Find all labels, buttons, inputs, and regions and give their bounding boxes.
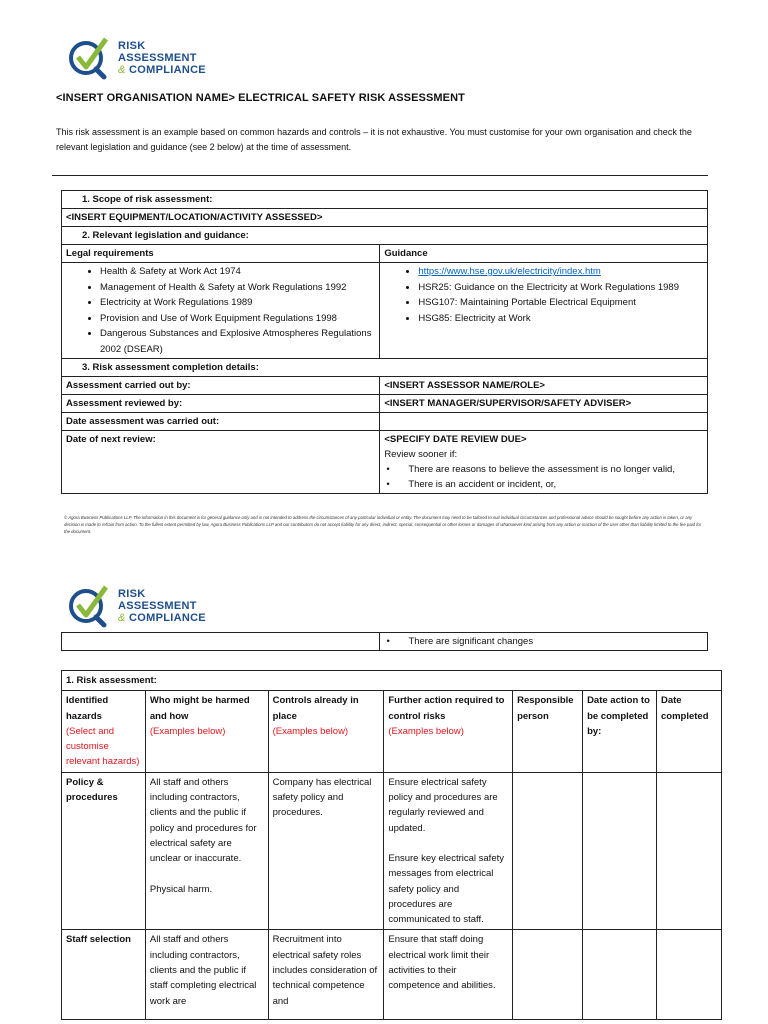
col-controls: Controls already in place (Examples below) [268, 691, 384, 772]
responsible-cell [513, 930, 583, 1020]
bullet: • [386, 636, 390, 647]
date-completed-cell [656, 930, 721, 1020]
bullet: • [386, 479, 390, 490]
company-logo [66, 583, 206, 629]
guidance-list [384, 264, 703, 326]
guidance-list-cell [380, 263, 708, 359]
reviewed-value: <INSERT MANAGER/SUPERVISOR/SAFETY ADVISER> [380, 395, 708, 413]
hazard-cell: Staff selection [62, 930, 146, 1020]
assessment-heading: 1. Risk assessment: [62, 671, 722, 691]
section3-heading: 3. Risk assessment completion details: [62, 359, 708, 377]
col-further: Further action required to control risks (Examples below) [384, 691, 513, 772]
document-title: <INSERT ORGANISATION NAME> ELECTRICAL SAFETY RISK ASSESSMENT [56, 92, 465, 104]
legal-list [66, 264, 375, 357]
further-cell: Ensure that staff doing electrical work limit their activities to their competence and abilities. [384, 930, 513, 1020]
carried-out-label: Assessment carried out by: [62, 377, 380, 395]
who-cell: All staff and others including contractors, clients and the public if staff completing electrical work are [145, 930, 268, 1020]
reviewed-label: Assessment reviewed by: [62, 395, 380, 413]
review-point: • There are reasons to believe the assessment is no longer valid, [386, 464, 675, 475]
risk-assessment-table [61, 670, 722, 1020]
col-who: Who might be harmed and how (Examples below) [145, 691, 268, 772]
date-carried-out-value [380, 413, 708, 431]
legal-item: • Electricity at Work Regulations 1989 [100, 295, 375, 311]
date-action-cell [583, 930, 657, 1020]
checkmark-logo-icon [66, 35, 116, 81]
col-hazards: Identified hazards (Select and customise relevant hazards) [62, 691, 146, 772]
table-row [62, 930, 722, 1020]
empty-cell [62, 633, 380, 651]
responsible-cell [513, 772, 583, 930]
legal-item: • Health & Safety at Work Act 1974 [100, 264, 375, 280]
date-completed-cell [656, 772, 721, 930]
review-sooner-label: Review sooner if: [384, 449, 458, 460]
scope-value: <INSERT EQUIPMENT/LOCATION/ACTIVITY ASSESSED> [62, 209, 708, 227]
bullet: • [386, 464, 390, 475]
review-point-cell [380, 633, 708, 651]
legal-list-cell [62, 263, 380, 359]
controls-cell: Company has electrical safety policy and procedures. [268, 772, 384, 930]
next-review-cell [380, 431, 708, 494]
col-date-action: Date action to be completed by: [583, 691, 657, 772]
controls-cell: Recruitment into electrical safety roles includes consideration of technical competence and [268, 930, 384, 1020]
checkmark-logo-icon [66, 583, 116, 629]
hazard-cell: Policy & procedures [62, 772, 146, 930]
legal-item: • Provision and Use of Work Equipment Regulations 1998 [100, 311, 375, 327]
next-review-value: <SPECIFY DATE REVIEW DUE> [384, 434, 527, 445]
logo-text: RISK ASSESSMENT & COMPLIANCE [118, 588, 206, 624]
guidance-item: • HSR25: Guidance on the Electricity at Work Regulations 1989 [418, 280, 703, 296]
details-table [61, 190, 708, 494]
date-action-cell [583, 772, 657, 930]
who-cell: All staff and others including contractors, clients and the public if policy and procedures for electrical safety are unclear or inaccurate. Physical harm. [145, 772, 268, 930]
logo-text: RISK ASSESSMENT & COMPLIANCE [118, 40, 206, 76]
continuation-table [61, 632, 708, 651]
review-point: • There are significant changes [386, 636, 534, 647]
further-cell: Ensure electrical safety policy and procedures are regularly reviewed and updated. Ensure key electrical safety messages from electrical safety policy and procedures are communicated to staff. [384, 772, 513, 930]
section1-heading: 1. Scope of risk assessment: [62, 191, 708, 209]
legal-label: Legal requirements [62, 245, 380, 263]
guidance-item [418, 264, 703, 280]
col-date-completed: Date completed [656, 691, 721, 772]
legal-item: • Management of Health & Safety at Work Regulations 1992 [100, 280, 375, 296]
disclaimer: © Agora Business Publications LLP. The information in this document is for general guidance only and is not intended to address the circumstances of any particular individual or entity. The document may need to be tailored to suit individual circumstances and professional advice should be sought before any action is taken, or any decision is made to refrain from action. To the fullest extent permitted by law, Agora Business Publications LLP and our contributors do not accept liability for any direct, indirect, special, consequential or other losses or damages of whatsoever kind arising from any action or inaction of the user other than liability limited to the fee paid for the document. [64, 515, 702, 534]
guidance-label: Guidance [380, 245, 708, 263]
date-carried-out-label: Date assessment was carried out: [62, 413, 380, 431]
carried-out-value: <INSERT ASSESSOR NAME/ROLE> [380, 377, 708, 395]
review-point: • There is an accident or incident, or, [386, 479, 557, 490]
intro-paragraph: This risk assessment is an example based on common hazards and controls – it is not exhaustive. You must customise for your own organisation and check the relevant legislation and guidance (see 2 below) at the time of assessment. [56, 127, 692, 152]
guidance-item: • HSG85: Electricity at Work [418, 311, 703, 327]
company-logo [66, 35, 206, 81]
guidance-item: • HSG107: Maintaining Portable Electrical Equipment [418, 295, 703, 311]
legal-item: • Dangerous Substances and Explosive Atmospheres Regulations 2002 (DSEAR) [100, 326, 375, 357]
next-review-label: Date of next review: [62, 431, 380, 494]
section2-heading: 2. Relevant legislation and guidance: [62, 227, 708, 245]
divider [52, 175, 708, 176]
hse-link[interactable]: https://www.hse.gov.uk/electricity/index.htm [418, 266, 601, 277]
table-row [62, 772, 722, 930]
col-responsible: Responsible person [513, 691, 583, 772]
